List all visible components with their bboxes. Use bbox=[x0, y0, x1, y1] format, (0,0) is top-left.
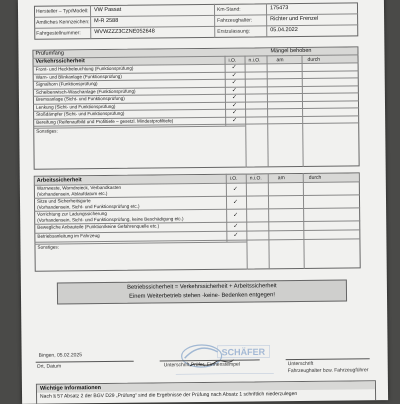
manufacturer-value: VW Passat bbox=[93, 6, 122, 14]
place-date-label: Ort, Datum bbox=[36, 363, 62, 370]
work-check-detail: (Vorhandensein, Sicht- und Funktionsprüfung etc.) bbox=[37, 203, 140, 210]
driver-signature-label-1: Unterschrift bbox=[287, 360, 314, 368]
checkmark-icon: ✓ bbox=[231, 63, 237, 71]
manufacturer-label: Hersteller – Typ/Modell: bbox=[35, 8, 89, 15]
col-durch: durch bbox=[307, 56, 321, 63]
work-check-label: Sitze und Sicherheitsgurte bbox=[36, 198, 91, 204]
work-check-detail: (Vorhandensein, Ablaufdatum etc.) bbox=[36, 190, 108, 197]
driver-signature-label-2: Fahrzeughalter bzw. Fahrzeugführer bbox=[287, 367, 369, 375]
inspector-signature-label: Unterschrift Prüfer, Firmenstempel bbox=[163, 361, 240, 369]
checkmark-icon: ✓ bbox=[232, 108, 238, 116]
checkmark-icon: ✓ bbox=[231, 71, 237, 79]
vin-value: WVWZZZ3CZNE052648 bbox=[94, 28, 155, 36]
work-check-label: Betriebsanleitung im Fahrzeug bbox=[37, 233, 100, 239]
plate-label: Amtliches Kennzeichen: bbox=[36, 19, 90, 26]
work-check-label: Vorrichtung zur Ladungssicherung bbox=[37, 211, 107, 217]
checkmark-icon: ✓ bbox=[231, 78, 237, 86]
work-safety-remarks-label: Sonstiges: bbox=[37, 244, 59, 250]
traffic-check-label: Bereifung (Reifenaufbild und Profiltiefe – gesetzl. Mindestprofiltiefe) bbox=[36, 117, 174, 125]
work-check-label: Warnweste, Warndreieck, Verbandkasten bbox=[36, 184, 122, 191]
traffic-check-label: Front- und Heckbeleuchtung (Funktionsprüfung) bbox=[35, 65, 134, 72]
scope-heading: Prüfumfang bbox=[35, 50, 64, 57]
defects-fixed-heading: Mängel behoben bbox=[270, 47, 312, 55]
checkmark-icon: ✓ bbox=[233, 222, 239, 230]
checkmark-icon: ✓ bbox=[231, 93, 237, 101]
svg-text:SCHÄFER: SCHÄFER bbox=[221, 346, 266, 358]
summary-verdict: Einem Weiterbetrieb stehen -keine- Bedenken entgegen! bbox=[129, 292, 275, 300]
inspection-form-sheet bbox=[18, 0, 388, 404]
checkmark-icon: ✓ bbox=[231, 86, 237, 94]
summary-formula: Betriebssicherheit = Verkehrssicherheit + Arbeitssicherheit bbox=[127, 283, 277, 291]
col2-nio: n.i.O. bbox=[249, 175, 262, 182]
col-nio: n.i.O. bbox=[248, 56, 261, 64]
traffic-check-label: Scheibenwisch-Waschanlage (Funktionsprüfung) bbox=[35, 88, 136, 95]
traffic-check-label: Warn- und Blinkanlage (Funktionsprüfung) bbox=[35, 73, 122, 80]
owner-label: Fahrzeughalter: bbox=[217, 17, 253, 24]
traffic-check-label: Stoßdämpfer (Sicht- und Funktionsprüfung) bbox=[36, 111, 125, 117]
registration-label: Erstzulassung: bbox=[217, 28, 251, 35]
plate-value: M-R 2588 bbox=[94, 17, 119, 25]
checkmark-icon: ✓ bbox=[232, 116, 238, 124]
registration-value: 05.04.2022 bbox=[270, 26, 298, 34]
km-label: Km-Stand: bbox=[216, 6, 241, 13]
col2-io: i.O. bbox=[229, 175, 238, 182]
checkmark-icon: ✓ bbox=[233, 211, 239, 219]
checkmark-icon: ✓ bbox=[233, 231, 239, 239]
col2-am: am bbox=[277, 175, 285, 182]
checkmark-icon: ✓ bbox=[232, 185, 238, 193]
traffic-check-label: Lenkung (Sicht- und Funktionsprüfung) bbox=[35, 103, 116, 110]
col2-durch: durch bbox=[308, 174, 322, 181]
important-info-title: Wichtige Informationen bbox=[39, 384, 102, 392]
traffic-check-label: Signalhorn (Funktionsprüfung) bbox=[35, 81, 98, 87]
work-safety-title: Arbeitssicherheit bbox=[36, 176, 82, 184]
col-io: i.O. bbox=[228, 57, 237, 64]
checkmark-icon: ✓ bbox=[231, 101, 238, 109]
traffic-check-label: Bremsanlage (Sicht- und Funktionsprüfung) bbox=[35, 96, 125, 102]
work-check-label: Bewegliche Anbauteile (Funktion/keine Gefahrenquelle etc.) bbox=[37, 223, 160, 230]
vin-label: Fahrgestellnummer: bbox=[36, 30, 81, 37]
work-check-detail: (Vorhandensein, Sicht- und Funktionsprüfung, keine Beschädigung etc.) bbox=[37, 215, 184, 223]
km-value: 175473 bbox=[269, 5, 289, 12]
checkmark-icon: ✓ bbox=[232, 198, 239, 206]
traffic-safety-remarks-label: Sonstiges: bbox=[36, 128, 58, 134]
owner-value: Richter und Frenzel bbox=[270, 15, 319, 23]
place-date-value: Bingen, 05.02.2025 bbox=[38, 352, 83, 359]
col-am: am bbox=[276, 56, 284, 63]
important-info-text: Nach § 57 Absatz 2 der BGV D29 „Prüfung“ sind die Ergebnisse der Prüfung nach Absatz 1 schriftlich niederzulegen bbox=[40, 391, 298, 400]
traffic-safety-title: Verkehrssicherheit bbox=[35, 58, 85, 65]
